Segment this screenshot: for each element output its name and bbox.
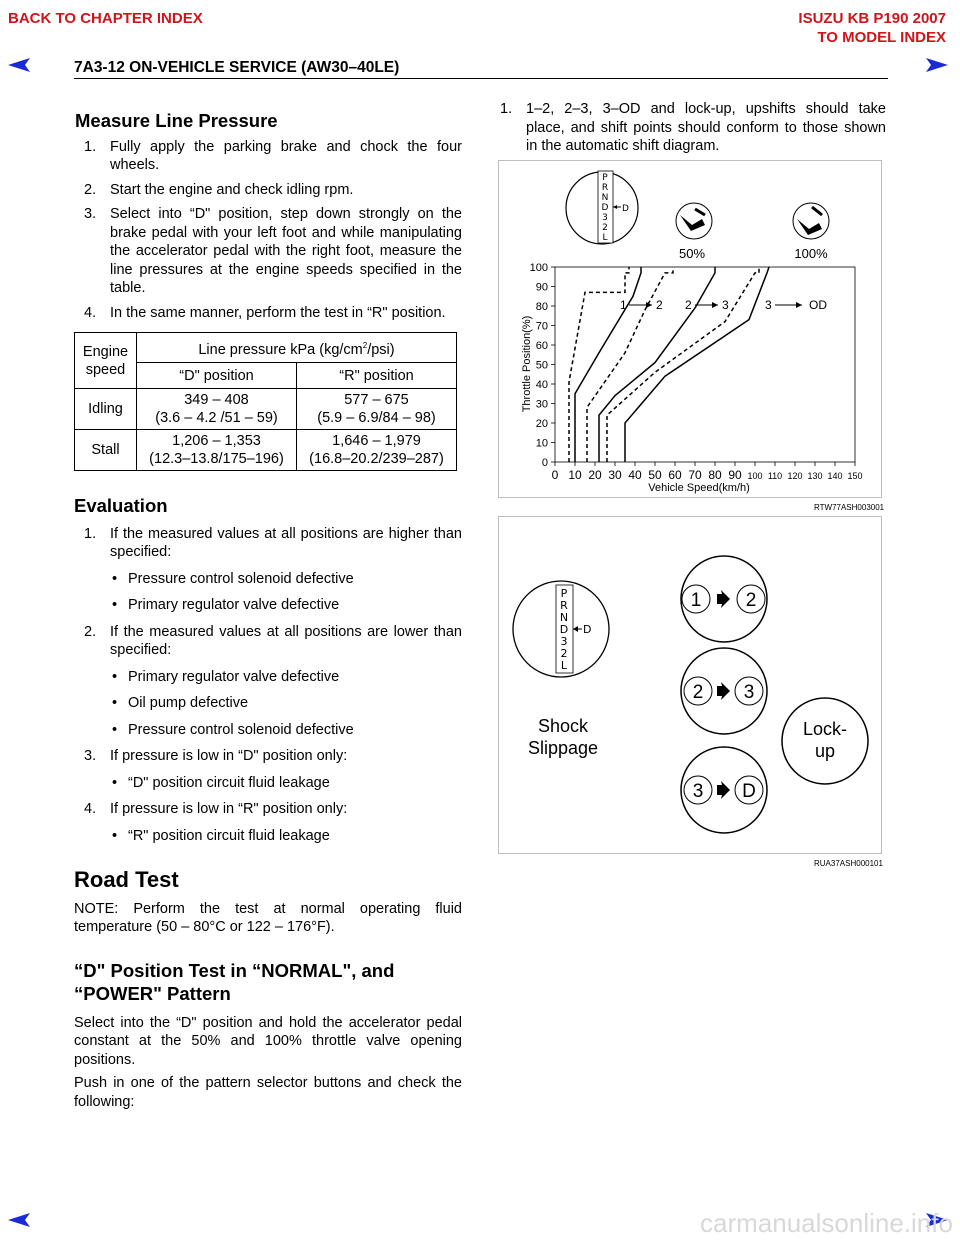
- y-tick-label: 90: [535, 281, 548, 294]
- eval-text: If pressure is low in “R" position only:: [110, 801, 348, 817]
- figure-1-caption: RTW77ASH003001: [814, 503, 885, 512]
- x-axis-label: Vehicle Speed(km/h): [648, 482, 750, 494]
- pedal-100-icon: [793, 203, 829, 239]
- eval-text: If the measured values at all positions are lower than specified:: [110, 623, 462, 658]
- table-cell: [137, 430, 297, 471]
- bullet-item: • Pressure control solenoid defective: [84, 570, 462, 589]
- header-rule: [74, 78, 888, 79]
- prev-page-arrow-icon[interactable]: [8, 58, 30, 72]
- eval-item-1: 1. If the measured values at all positions are higher than specified:: [84, 525, 462, 560]
- left-column: [74, 112, 462, 1111]
- table-row-label: Stall: [75, 430, 137, 471]
- next-page-arrow-icon[interactable]: [926, 58, 948, 72]
- evaluation-heading: Evaluation: [74, 495, 168, 516]
- step-number: 2.: [84, 181, 97, 198]
- measure-line-pressure-heading: Measure Line Pressure: [75, 110, 278, 131]
- shift-2-3-circle: [681, 648, 767, 734]
- step-3: [84, 205, 462, 298]
- x-tick-label: 0: [551, 468, 559, 482]
- select-paragraph: Select into the “D" position and hold the accelerator pedal constant at the 50% and 100% throttle valve opening positions.: [74, 1014, 462, 1068]
- gear-number: 2: [692, 682, 704, 703]
- throttle-100-label: 100%: [794, 246, 828, 261]
- d-position-test-heading: “D" Position Test in “NORMAL", and “POWER" Pattern: [74, 959, 395, 1004]
- gear-number: 3: [743, 682, 755, 703]
- push-paragraph: Push in one of the pattern selector buttons and check the following:: [74, 1075, 462, 1110]
- eval-text: If the measured values at all positions are higher than specified:: [110, 525, 462, 560]
- anno-gear: 3: [722, 298, 729, 312]
- gear-number: D: [742, 781, 756, 802]
- cell-line: 577 – 675: [344, 392, 409, 408]
- y-tick-label: 60: [535, 340, 548, 352]
- eval-text: If pressure is low in “D" position only:: [110, 748, 348, 764]
- slippage-label: Slippage: [527, 738, 599, 758]
- selector-d-label: D: [622, 204, 629, 214]
- gate-letter: N: [559, 611, 569, 624]
- step-number: 1.: [84, 138, 97, 155]
- shock-slippage-svg: [499, 517, 883, 855]
- bullet-item: • Primary regulator valve defective: [84, 596, 462, 615]
- gear-number: 2: [745, 590, 757, 611]
- x-tick-label: 120: [787, 471, 803, 481]
- cell-line: 1,646 – 1,979: [332, 433, 421, 449]
- lockup-label: up: [814, 741, 836, 761]
- table-cell: [137, 389, 297, 430]
- shift-curve-2-3-50-: [587, 267, 673, 462]
- eval-item-2: 2. If the measured values at all positions are lower than specified:: [84, 623, 462, 658]
- to-model-index-link[interactable]: TO MODEL INDEX: [817, 29, 946, 46]
- x-tick-label: 100: [747, 471, 763, 481]
- item-number: 1.: [500, 101, 513, 117]
- road-test-heading: Road Test: [74, 867, 179, 892]
- cell-line: (5.9 – 6.9/84 – 98): [317, 410, 436, 426]
- plot-frame: [555, 267, 855, 462]
- shift-selector-dial-2: [513, 581, 609, 677]
- table-row-label: Idling: [75, 389, 137, 430]
- x-tick-label: 70: [688, 468, 702, 482]
- x-tick-label: 40: [628, 468, 642, 482]
- shift-selector-dial: [566, 171, 638, 244]
- gate-letter: N: [601, 193, 609, 203]
- y-tick-label: 30: [535, 398, 548, 411]
- y-tick-label: 40: [535, 379, 548, 391]
- x-tick-label: 130: [807, 471, 823, 481]
- page-header-title: 7A3-12 ON-VEHICLE SERVICE (AW30–40LE): [74, 59, 400, 76]
- shift-diagram-figure: [498, 160, 882, 498]
- step-4: [84, 304, 462, 323]
- anno-gear: 1: [620, 298, 627, 312]
- x-tick-label: 30: [608, 468, 622, 482]
- x-tick-label: 140: [827, 471, 843, 481]
- y-tick-label: 0: [541, 457, 548, 469]
- gate-letter: L: [560, 659, 568, 672]
- cell-line: 1,206 – 1,353: [172, 433, 261, 449]
- figure-2-caption: RUA37ASH000101: [814, 859, 883, 868]
- measure-steps: [84, 138, 462, 323]
- gear-number: 1: [690, 590, 702, 611]
- x-tick-label: 60: [668, 468, 682, 482]
- table-cell: [297, 430, 457, 471]
- eval-item-3: 3. If pressure is low in “D" position only:: [84, 748, 348, 764]
- x-tick-label: 90: [728, 468, 742, 482]
- gate-letter: R: [601, 183, 609, 193]
- x-tick-label: 10: [568, 468, 582, 482]
- y-tick-label: 80: [535, 301, 548, 313]
- prev-page-arrow-bottom-icon[interactable]: [8, 1213, 30, 1227]
- gate-letter: 3: [560, 635, 568, 648]
- evaluation-list: [84, 525, 462, 846]
- line-pressure-label: Line pressure kPa (kg/cm: [198, 341, 363, 358]
- cell-line: (16.8–20.2/239–287): [309, 451, 444, 467]
- annotation-3-od: [765, 298, 827, 312]
- gate-letter: P: [602, 173, 608, 183]
- shift-curve-3-od-100-: [625, 267, 769, 462]
- anno-gear: 2: [685, 298, 692, 312]
- y-tick-label: 70: [535, 320, 548, 333]
- gear-number: 3: [692, 781, 704, 802]
- superscript: 2: [362, 340, 368, 350]
- throttle-50-label: 50%: [678, 246, 706, 261]
- anno-gear: 2: [656, 298, 663, 312]
- step-text: Start the engine and check idling rpm.: [110, 181, 354, 198]
- bullet-item: • Oil pump defective: [84, 694, 462, 713]
- y-tick-label: 10: [535, 437, 548, 450]
- right-item-1: [500, 100, 886, 156]
- cell-line: 349 – 408: [184, 392, 249, 408]
- gate-letter: P: [560, 587, 568, 600]
- d-position-header: “D" position: [137, 363, 297, 389]
- y-tick-label: 20: [535, 418, 548, 430]
- annotation-2-3: [685, 298, 729, 312]
- shift-curves: [569, 267, 769, 462]
- line-pressure-table: [74, 332, 457, 471]
- item-text: 1–2, 2–3, 3–OD and lock-up, upshifts should take place, and shift points should conform to those shown in the automatic shift diagram.: [526, 101, 886, 154]
- shock-slippage-figure: [498, 516, 882, 854]
- x-axis: [552, 462, 863, 482]
- cell-line: (3.6 – 4.2 /51 – 59): [155, 410, 278, 426]
- lockup-circle: [782, 698, 868, 784]
- gate-letter: D: [601, 203, 609, 213]
- anno-gear: 3: [765, 298, 772, 312]
- shift-1-2-circle: [681, 556, 767, 642]
- bullet-item: • Primary regulator valve defective: [84, 668, 462, 687]
- step-number: 3.: [84, 206, 97, 222]
- shock-label: Shock: [537, 716, 589, 736]
- r-position-header: “R" position: [297, 363, 457, 389]
- right-column-text: [500, 100, 886, 156]
- gate-letter: D: [559, 623, 569, 636]
- step-text: In the same manner, perform the test in “R" position.: [110, 304, 446, 321]
- gate-letter: 2: [602, 223, 608, 233]
- annotation-1-2: [620, 298, 663, 312]
- x-tick-label: 50: [648, 468, 662, 482]
- x-tick-label: 20: [588, 468, 602, 482]
- y-tick-label: 100: [529, 262, 548, 274]
- shift-diagram-svg: [499, 161, 883, 499]
- x-tick-label: 80: [708, 468, 722, 482]
- y-tick-label: 50: [535, 359, 548, 372]
- x-tick-label: 110: [767, 471, 783, 481]
- step-text: Select into “D" position, step down strongly on the brake pedal with your left foot and while manipulating the accelerator pedal with the right foot, measure the line pressures at the engine speeds specified in the table.: [110, 206, 462, 296]
- watermark: carmanualsonline.info: [700, 1208, 953, 1238]
- table-cell: [297, 389, 457, 430]
- anno-gear: OD: [809, 298, 827, 312]
- line-pressure-header: [137, 333, 457, 363]
- note-paragraph: NOTE: Perform the test at normal operating fluid temperature (50 – 80°C or 122 – 176°F).: [74, 900, 462, 935]
- engine-speed-header: Engine speed: [75, 333, 137, 389]
- eval-item-4: 4. If pressure is low in “R" position only:: [84, 801, 348, 817]
- back-to-chapter-index-link[interactable]: BACK TO CHAPTER INDEX: [8, 10, 203, 27]
- y-axis: [530, 262, 555, 469]
- bullet-item: • “R" position circuit fluid leakage: [84, 827, 462, 846]
- lockup-label: Lock-: [802, 719, 848, 739]
- bullet-item: • Pressure control solenoid defective: [84, 721, 462, 740]
- bullet-item: • “D" position circuit fluid leakage: [84, 774, 462, 793]
- gate-letter: L: [602, 233, 608, 243]
- step-1: [84, 138, 462, 175]
- gate-letter: R: [560, 599, 568, 612]
- line-pressure-unit: /psi): [367, 341, 395, 358]
- gate-letter: 3: [602, 213, 608, 223]
- pedal-50-icon: [676, 203, 712, 239]
- gate-letter: 2: [560, 647, 568, 660]
- shift-3-d-circle: [681, 747, 767, 833]
- shift-curve-1-2-100-: [575, 267, 641, 462]
- y-axis-label: Throttle Position(%): [521, 315, 533, 413]
- model-title-link[interactable]: ISUZU KB P190 2007: [798, 10, 946, 27]
- step-number: 4.: [84, 304, 97, 321]
- cell-line: (12.3–13.8/175–196): [149, 451, 284, 467]
- step-2: [84, 181, 462, 200]
- x-tick-label: 150: [847, 471, 863, 481]
- selector-d-label: D: [583, 623, 592, 636]
- step-text: Fully apply the parking brake and chock the four wheels.: [110, 138, 462, 173]
